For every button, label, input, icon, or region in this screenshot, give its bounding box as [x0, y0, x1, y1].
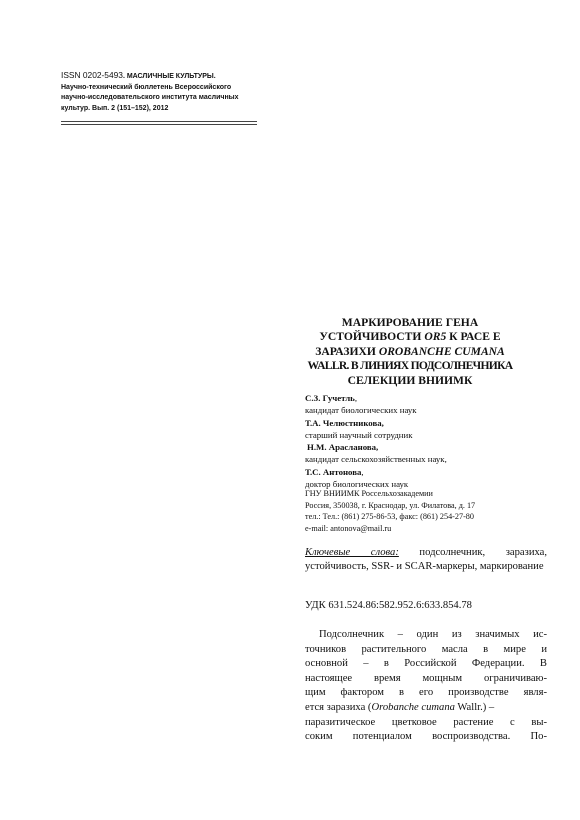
body-text: Wallr.) – [454, 701, 495, 713]
journal-line: научно-исследовательского института масличных [61, 94, 239, 101]
body-text: ется заразиха ( [305, 701, 372, 713]
header-divider [61, 121, 257, 122]
title-line: WALLR. В ЛИНИЯХ ПОДСОЛНЕЧНИКА [307, 359, 513, 373]
body-line: щим фактором в его производстве явля- [305, 687, 547, 699]
title-line [305, 345, 515, 359]
author-degree: старший научный сотрудник [305, 429, 413, 440]
keywords-label: Ключевые слова: [305, 547, 399, 558]
udk-code: УДК 631.524.86:582.952.6:633.854.78 [305, 600, 472, 611]
issn: ISSN 0202-5493 [61, 70, 123, 80]
article-title [305, 316, 515, 388]
title-text: ЗАРАЗИХИ [315, 344, 379, 358]
journal-name: . МАСЛИЧНЫЕ КУЛЬТУРЫ. [122, 73, 216, 80]
author-name: Н.М. Арасланова, [307, 442, 379, 453]
journal-header [61, 70, 261, 114]
body-line: точников растительного масла в мире и [305, 643, 547, 655]
body-line: Подсолнечник – один из значимых ис- [319, 629, 547, 640]
keywords [305, 546, 547, 575]
author: Т.С. Антонова, [305, 466, 364, 477]
title-text: К РАСЕ Е [446, 330, 501, 344]
body-line: паразитическое цветковое растение с вы- [305, 716, 547, 728]
author-degree: кандидат сельскохозяйственных наук, [305, 454, 447, 465]
title-line: МАРКИРОВАНИЕ ГЕНА [341, 316, 479, 329]
body-line: настоящее время мощным ограничиваю- [305, 672, 547, 684]
affiliation [305, 488, 545, 534]
author-name: Т.С. Антонова [305, 466, 362, 477]
body-line: основной – в Российской Федерации. В [305, 658, 547, 670]
species-name: Orobanche cumana [371, 701, 455, 713]
affiliation-org: ГНУ ВНИИМК Россельхозакадемии [305, 489, 433, 498]
author-degree: доктор биологических наук [305, 479, 409, 490]
author-name: Т.А. Челюстникова, [305, 417, 384, 428]
header-divider [61, 124, 257, 125]
body-line: соким потенциалом воспроизводства. По- [305, 731, 547, 743]
journal-line: Научно-технический бюллетень Всероссийского [61, 83, 232, 91]
article-body [305, 628, 547, 745]
title-line [305, 330, 515, 344]
title-line: СЕЛЕКЦИИ ВНИИМК [347, 373, 473, 387]
species-name: OROBANCHE CUMANA [378, 344, 505, 358]
affiliation-phone: тел.: Тел.: (861) 275-86-53, факс: (861) 254-27-80 [305, 512, 474, 522]
author-list [305, 392, 535, 490]
journal-line: культур. Вып. 2 (151–152), 2012 [61, 104, 169, 112]
gene-name: OR5 [424, 330, 447, 344]
keywords-text: подсолнечник, заразиха, устойчивость, SSR- и SCAR-маркеры, маркирование [305, 547, 547, 573]
author-name: С.З. Гучетль [305, 393, 355, 403]
affiliation-email: e-mail: antonova@mail.ru [305, 523, 392, 533]
body-line [305, 701, 547, 716]
affiliation-address: Россия, 350038, г. Краснодар, ул. Филатова, д. 17 [305, 500, 476, 510]
author: С.З. Гучетль, [305, 393, 358, 403]
author-degree: кандидат биологических наук [305, 405, 417, 416]
title-text: УСТОЙЧИВОСТИ [319, 330, 425, 344]
